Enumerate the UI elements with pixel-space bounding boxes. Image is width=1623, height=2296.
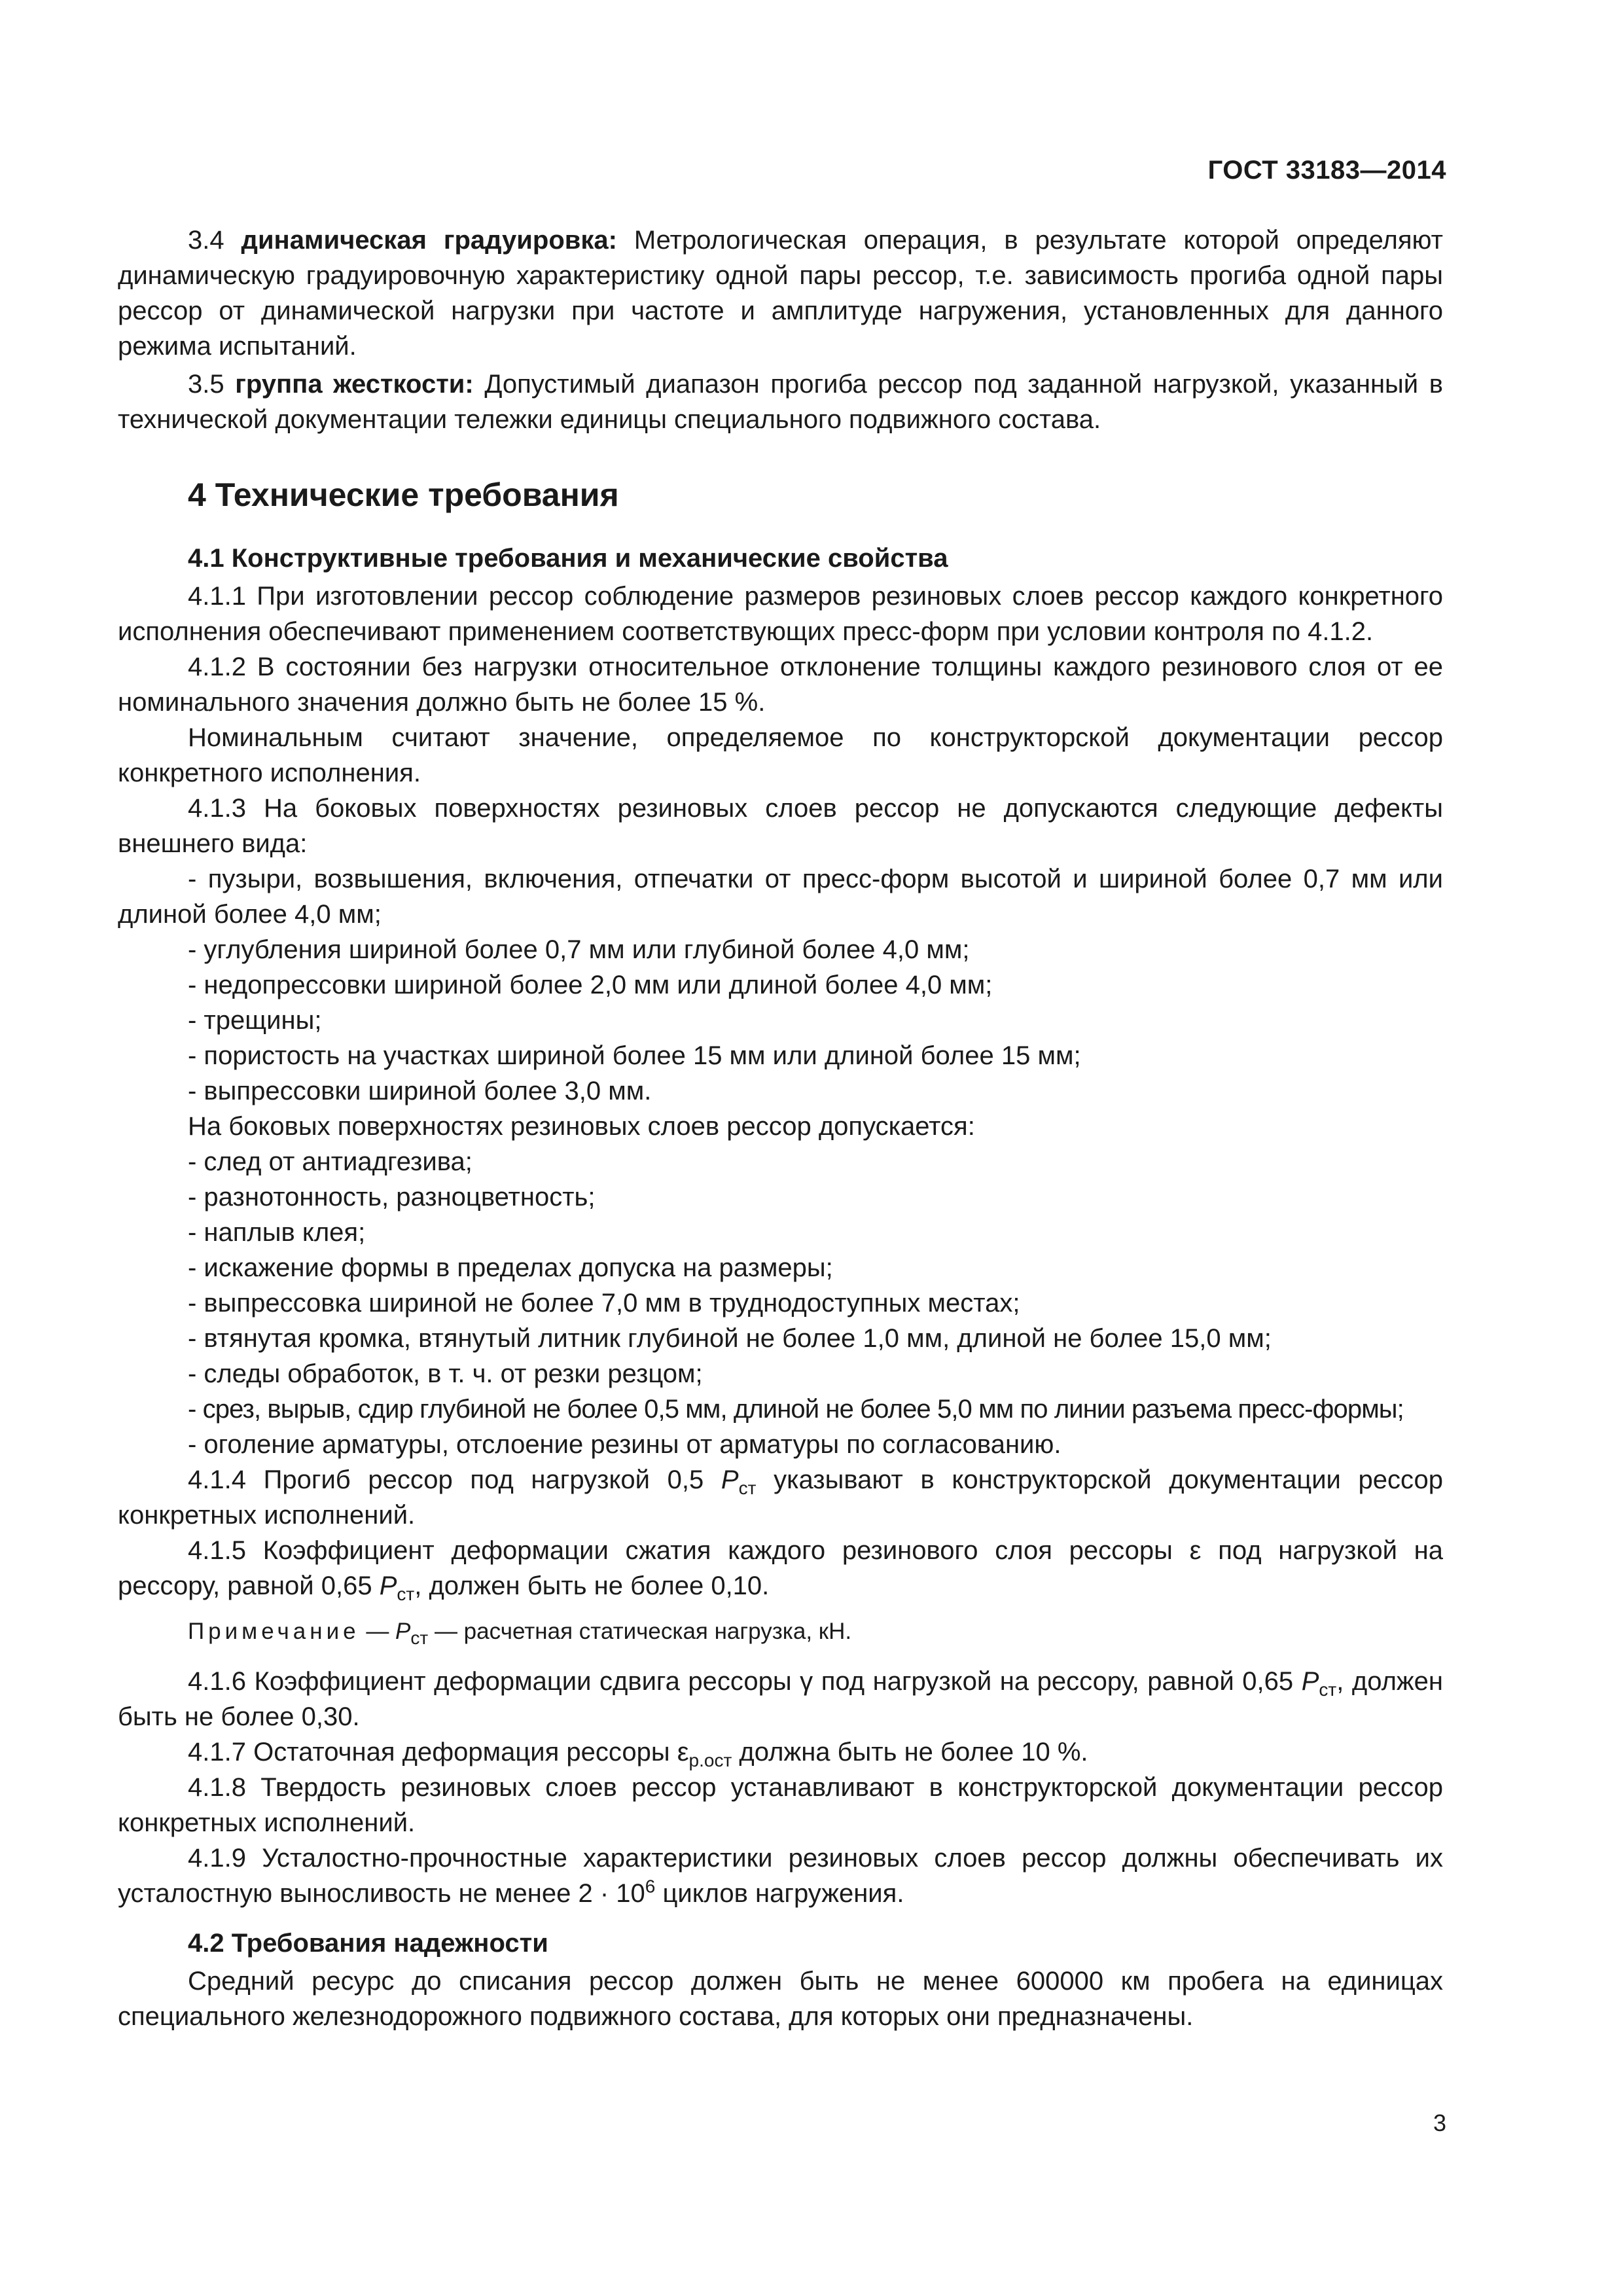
note bbox=[118, 1614, 1443, 1649]
term: динамическая градуировка: bbox=[241, 226, 617, 255]
clause-4-1-4 bbox=[118, 1462, 1443, 1533]
text-run: указывают в конструкторской документации рессор конкретных исполнений. bbox=[118, 1465, 1443, 1530]
symbol-P: P bbox=[395, 1619, 411, 1644]
text-run: , должен быть не более 0,30. bbox=[118, 1667, 1444, 1731]
list-item: - втянутая кромка, втянутый литник глубиной не более 1,0 мм, длиной не более 15,0 мм; bbox=[188, 1324, 1272, 1353]
text-run: 4.1.7 Остаточная деформация рессоры bbox=[188, 1738, 677, 1767]
clause-4-1-3: 4.1.3 На боковых поверхностях резиновых слоев рессор не допускаются следующие дефекты внешнего вида: bbox=[118, 794, 1443, 858]
definition-text: Допустимый диапазон прогиба рессор под заданной нагрузкой, указанный в технической документации тележки единицы специального подвижного состава. bbox=[118, 370, 1443, 434]
text-run: , должен быть не более 0,10. bbox=[414, 1571, 770, 1600]
symbol-P: P bbox=[721, 1465, 739, 1494]
clause-4-1-8: 4.1.8 Твердость резиновых слоев рессор устанавливают в конструкторской документации рессор конкретных исполнений. bbox=[118, 1773, 1443, 1837]
text-run: циклов нагружения. bbox=[655, 1879, 904, 1908]
term: группа жесткости: bbox=[235, 370, 474, 399]
symbol-gamma: γ bbox=[800, 1667, 813, 1696]
text-run: 4.1.6 Коэффициент деформации сдвига рессоры bbox=[188, 1667, 800, 1696]
list-item: - наплыв клея; bbox=[188, 1218, 366, 1247]
text-run: — расчетная статическая нагрузка, кН. bbox=[428, 1619, 852, 1644]
text-run: под нагрузкой на рессору, равной 0,65 bbox=[118, 1536, 1443, 1600]
symbol-P: P bbox=[379, 1571, 397, 1600]
section-heading-4: 4 Технические требования bbox=[188, 476, 619, 513]
clause-4-1-9 bbox=[118, 1840, 1443, 1911]
definition-3-5 bbox=[118, 367, 1443, 437]
text-run: 4.1.5 Коэффициент деформации сжатия каждого резинового слоя рессоры bbox=[188, 1536, 1190, 1565]
text-run: 4.1.4 Прогиб рессор под нагрузкой 0,5 bbox=[188, 1465, 721, 1494]
text-run: должна быть не более 10 %. bbox=[732, 1738, 1088, 1767]
subscript: р.ост bbox=[688, 1750, 732, 1770]
text-run: — bbox=[359, 1619, 396, 1644]
clause-4-1-1: 4.1.1 При изготовлении рессор соблюдение размеров резиновых слоев рессор каждого конкретного исполнения обеспечивают применением соответствующих пресс-форм при условии контроля по 4.1.2. bbox=[118, 582, 1443, 646]
clause-4-1-5 bbox=[118, 1533, 1443, 1604]
paragraph-4-2: Средний ресурс до списания рессор должен быть не менее 600000 км пробега на единицах специального железнодорожного подвижного состава, для которых они предназначены. bbox=[118, 1967, 1443, 2031]
allowed-intro: На боковых поверхностях резиновых слоев рессор допускается: bbox=[188, 1112, 975, 1141]
page-body bbox=[118, 223, 1443, 2034]
list-item: - искажение формы в пределах допуска на размеры; bbox=[188, 1253, 833, 1282]
list-item: - следы обработок, в т. ч. от резки резцом; bbox=[188, 1359, 703, 1388]
text-run: 4.1.9 Усталостно-прочностные характеристики резиновых слоев рессор должны обеспечивать их усталостную выносливость не менее 2 · 10 bbox=[118, 1844, 1443, 1908]
list-item: - пористость на участках шириной более 15 мм или длиной более 15 мм; bbox=[188, 1041, 1081, 1070]
clause-4-1-2: 4.1.2 В состоянии без нагрузки относительное отклонение толщины каждого резинового слоя от ее номинального значения должно быть не более 15 %. bbox=[118, 653, 1443, 717]
list-item: - разнотонность, разноцветность; bbox=[188, 1183, 596, 1211]
subsection-heading-4-2: 4.2 Требования надежности bbox=[188, 1929, 548, 1958]
definition-text: Метрологическая операция, в результате которой определяют динамическую градуировочную характеристику одной пары рессор, т.е. зависимость прогиба одной пары рессор от динамической нагрузки при частоте и амплитуде нагружения, установленных для данного режима испытаний. bbox=[118, 226, 1443, 361]
subsection-heading-4-1: 4.1 Конструктивные требования и механические свойства bbox=[188, 544, 948, 573]
list-item: - пузыри, возвышения, включения, отпечатки от пресс-форм высотой и шириной более 0,7 мм или длиной более 4,0 мм; bbox=[118, 865, 1443, 929]
list-item: - срез, вырыв, сдир глубиной не более 0,5 мм, длиной не более 5,0 мм по линии разъема пресс-формы; bbox=[188, 1395, 1404, 1424]
clause-number: 3.4 bbox=[188, 226, 224, 255]
subscript: ст bbox=[1319, 1679, 1337, 1700]
clause-number: 3.5 bbox=[188, 370, 224, 399]
text-run: под нагрузкой на рессору, равной 0,65 bbox=[813, 1667, 1302, 1696]
symbol-P: P bbox=[1301, 1667, 1319, 1696]
list-item: - выпрессовка шириной не более 7,0 мм в труднодоступных местах; bbox=[188, 1289, 1020, 1318]
list-item: - оголение арматуры, отслоение резины от арматуры по согласованию. bbox=[188, 1430, 1061, 1459]
paragraph-nominal: Номинальным считают значение, определяемое по конструкторской документации рессор конкретного исполнения. bbox=[118, 723, 1443, 787]
symbol-epsilon: ε bbox=[677, 1738, 689, 1767]
subscript: ст bbox=[410, 1628, 429, 1648]
subscript: ст bbox=[397, 1584, 415, 1604]
list-item: - трещины; bbox=[188, 1006, 322, 1035]
superscript: 6 bbox=[645, 1876, 656, 1897]
definition-3-4 bbox=[118, 223, 1443, 364]
list-item: - след от антиадгезива; bbox=[188, 1147, 473, 1176]
subscript: ст bbox=[738, 1478, 757, 1498]
document-number: ГОСТ 33183—2014 bbox=[1207, 156, 1446, 185]
list-item: - углубления шириной более 0,7 мм или глубиной более 4,0 мм; bbox=[188, 935, 970, 964]
list-item: - недопрессовки шириной более 2,0 мм или длиной более 4,0 мм; bbox=[188, 971, 993, 999]
list-item: - выпрессовки шириной более 3,0 мм. bbox=[188, 1077, 652, 1105]
note-label: Примечание bbox=[188, 1619, 360, 1644]
symbol-epsilon: ε bbox=[1189, 1536, 1202, 1565]
clause-4-1-6 bbox=[118, 1664, 1443, 1734]
page-number: 3 bbox=[1433, 2109, 1446, 2136]
clause-4-1-7 bbox=[118, 1734, 1443, 1770]
